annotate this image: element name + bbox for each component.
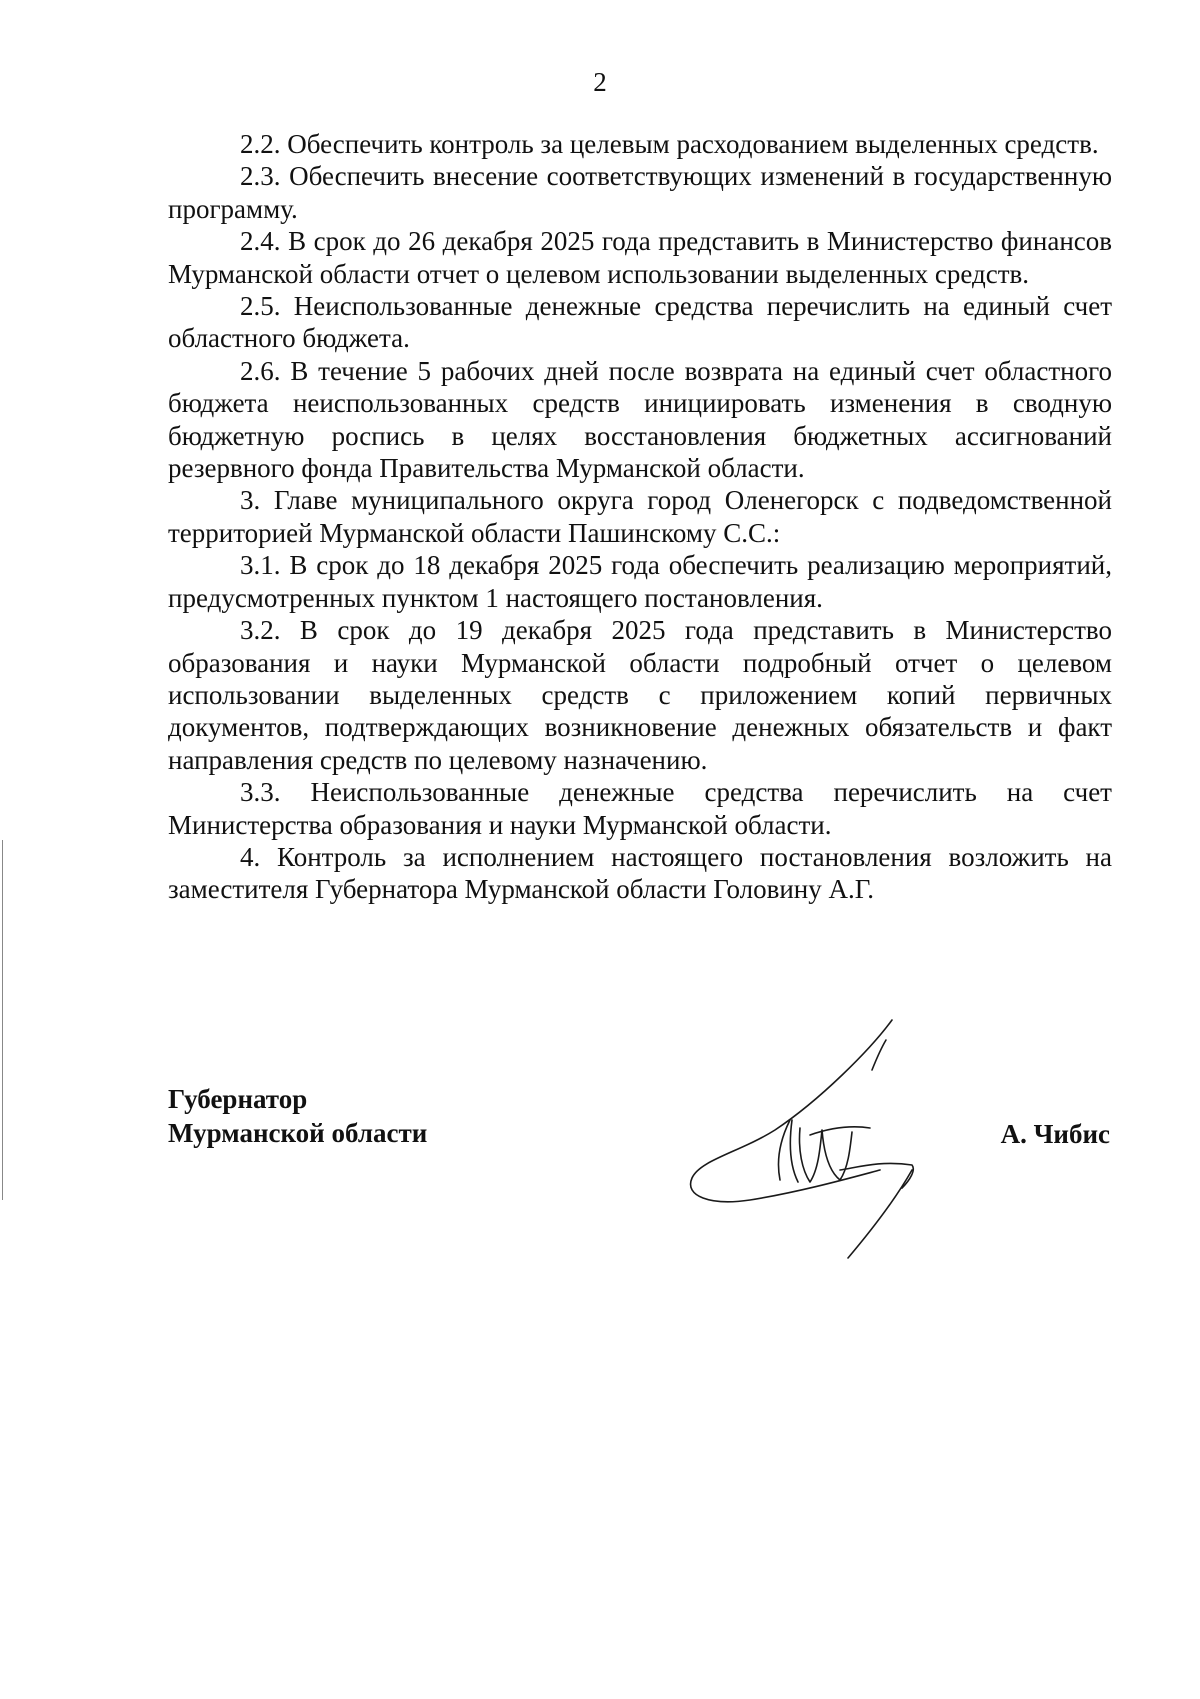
paragraph-3: 3. Главе муниципального округа город Оленегорск с подведомственной территорией Мурманской области Пашинскому С.С.:: [168, 485, 1112, 548]
signatory-name: А. Чибис: [1000, 1119, 1110, 1149]
signatory-position: [168, 1082, 427, 1150]
paragraph-3-3: 3.3. Неиспользованные денежные средства перечислить на счет Министерства образования и науки Мурманской области.: [168, 777, 1112, 840]
paragraph-4: 4. Контроль за исполнением настоящего постановления возложить на заместителя Губернатора Мурманской области Головину А.Г.: [168, 841, 1112, 905]
scan-margin-line: [2, 840, 3, 1200]
paragraph-2-5: 2.5. Неиспользованные денежные средства перечислить на единый счет областного бюджета.: [168, 291, 1112, 354]
signatory-position-line-2: Мурманской области: [168, 1118, 428, 1148]
paragraph-2-3: 2.3. Обеспечить внесение соответствующих изменений в государственную программу.: [168, 161, 1112, 224]
paragraph-2-2: 2.2. Обеспечить контроль за целевым расходованием выделенных средств.: [240, 129, 1099, 159]
page-number: 2: [593, 67, 607, 97]
handwritten-signature-icon: [680, 1010, 950, 1270]
paragraph-2-4: 2.4. В срок до 26 декабря 2025 года представить в Министерство финансов Мурманской области отчет о целевом использовании выделенных средств.: [168, 226, 1112, 289]
paragraph-3-1: 3.1. В срок до 18 декабря 2025 года обеспечить реализацию мероприятий, предусмотренных пунктом 1 настоящего постановления.: [168, 550, 1112, 613]
paragraph-3-2: 3.2. В срок до 19 декабря 2025 года представить в Министерство образования и науки Мурманской области подробный отчет о целевом использовании выделенных средств с приложением копий первичных документов, подтверждающих возникновение денежных обязательств и факт направления средств по целевому назначению.: [168, 615, 1112, 775]
signatory-position-line-1: Губернатор: [168, 1084, 308, 1114]
paragraph-2-6: 2.6. В течение 5 рабочих дней после возврата на единый счет областного бюджета неиспользованных средств инициировать изменения в сводную бюджетную роспись в целях восстановления бюджетных ассигнований резервного фонда Правительства Мурманской области.: [168, 355, 1112, 484]
document-body: [168, 128, 1112, 906]
